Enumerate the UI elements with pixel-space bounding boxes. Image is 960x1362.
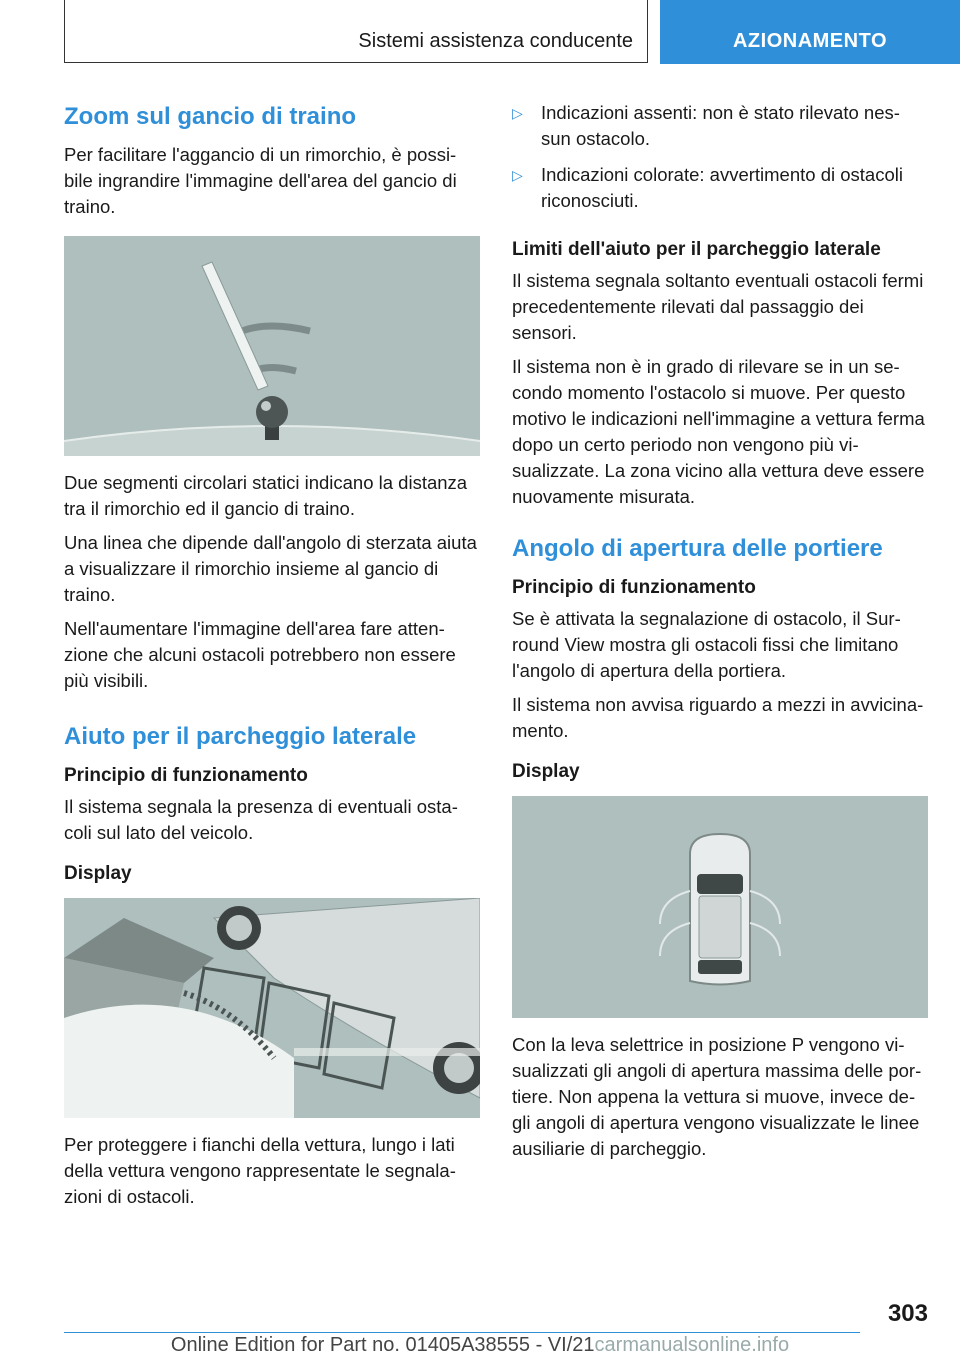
header-chapter-tab <box>660 0 960 64</box>
principle-heading-left: Principio di funzionamento <box>64 765 308 786</box>
principle-heading-right: Principio di funzionamento <box>512 577 756 598</box>
zoom-paragraph-2: Due segmenti circolari statici indicano la distanza tra il rimorchio ed il gancio di traino. <box>64 472 468 519</box>
page-number: 303 <box>887 1300 928 1327</box>
footer-divider <box>64 1332 860 1333</box>
bullet-text: Indicazioni assenti: non è stato rilevato nes-sun ostacolo. <box>541 102 900 149</box>
zoom-paragraph-3: Una linea che dipende dall'angolo di sterzata aiuta a visualizzare il rimorchio insieme al gancio di traino. <box>64 532 477 605</box>
zoom-paragraph-1: Per facilitare l'aggancio di un rimorchio, è possi-bile ingrandire l'immagine dell'area del gancio di traino. <box>64 144 457 217</box>
right-column <box>512 100 928 1170</box>
bullet-triangle-icon: ▷ <box>512 105 523 121</box>
watermark-text: carmanualsonline.info <box>594 1334 790 1356</box>
hitch-zoom-illustration <box>64 236 480 456</box>
door-angle-figure <box>512 796 928 1018</box>
zoom-paragraph-4: Nell'aumentare l'immagine dell'area fare atten-zione che alcuni ostacoli potrebbero non essere più visibili. <box>64 618 456 691</box>
side-paragraph-1: Il sistema segnala la presenza di eventuali osta-coli sul lato del veicolo. <box>64 796 458 843</box>
bullet-item <box>512 100 928 152</box>
door-paragraph-3: Con la leva selettrice in posizione P vengono vi-sualizzati gli angoli di apertura massima delle por-tiere. Non appena la vettura si muove, invece de-gli angoli di apertura vengono visualizzate le linee ausiliarie di parcheggio. <box>512 1034 922 1159</box>
side-paragraph-2: Per proteggere i fianchi della vettura, lungo i lati della vettura vengono rappresentate le segnala-zioni di ostacoli. <box>64 1134 456 1207</box>
zoom-title: Zoom sul gancio di traino <box>64 103 357 130</box>
footer-edition-text: Online Edition for Part no. 01405A38555 - VI/21 <box>170 1334 595 1356</box>
display-heading-left: Display <box>64 863 132 884</box>
limits-heading: Limiti dell'aiuto per il parcheggio laterale <box>512 239 881 260</box>
bullet-item <box>512 162 928 214</box>
bullet-text: Indicazioni colorate: avvertimento di ostacoli riconosciuti. <box>541 164 903 211</box>
bullet-triangle-icon: ▷ <box>512 167 523 183</box>
header-section-title: Sistemi assistenza conducente <box>358 30 633 52</box>
display-heading-right: Display <box>512 761 580 782</box>
door-paragraph-2: Il sistema non avvisa riguardo a mezzi in avvicina-mento. <box>512 694 924 741</box>
side-parking-figure <box>64 898 480 1118</box>
side-parking-title: Aiuto per il parcheggio laterale <box>64 723 417 750</box>
limits-paragraph-1: Il sistema segnala soltanto eventuali ostacoli fermi precedentemente rilevati dal passaggio dei sensori. <box>512 270 924 343</box>
door-angle-title: Angolo di apertura delle portiere <box>512 535 883 562</box>
door-angle-illustration <box>512 796 928 1018</box>
hitch-zoom-figure <box>64 236 480 456</box>
header-section-box <box>64 0 648 63</box>
limits-paragraph-2: Il sistema non è in grado di rilevare se in un se-condo momento l'ostacolo si muove. Per questo motivo le indicazioni nell'immagine a vettura ferma dopo un certo periodo non vengono più vi-sualizzate. La zona vicino alla vettura deve essere nuovamente misurata. <box>512 356 925 507</box>
footer-edition <box>0 1334 960 1357</box>
header-chapter-title: AZIONAMENTO <box>732 30 887 52</box>
door-paragraph-1: Se è attivata la segnalazione di ostacolo, il Sur-round View mostra gli ostacoli fissi che limitano l'angolo di apertura della portiera. <box>512 608 901 681</box>
left-column <box>64 100 480 1218</box>
side-parking-illustration <box>64 898 480 1118</box>
